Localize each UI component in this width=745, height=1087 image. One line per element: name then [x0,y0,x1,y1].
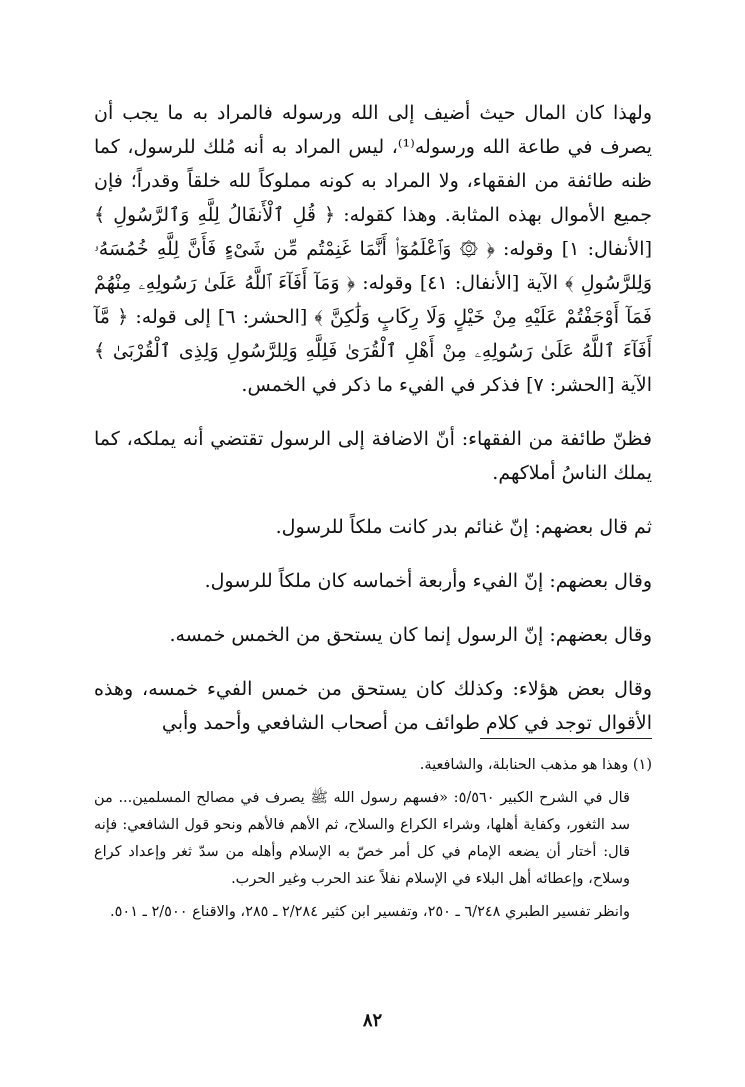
main-text [94,96,652,740]
paragraph: وقال بعضهم: إنّ الفيء وأربعة أخماسه كان ملكاً للرسول. [204,570,652,592]
footnotes [94,752,652,926]
footnote: (١) وهذا هو مذهب الحنابلة، والشافعية. [419,757,652,773]
footnote-separator [480,738,652,739]
paragraph: ثم قال بعضهم: إنّ غنائم بدر كانت ملكاً للرسول. [275,516,652,538]
paragraph: وقال بعض هؤلاء: وكذلك كان يستحق من خمس الفيء خمسه، وهذه الأقوال توجد في كلام طوائف من أصحاب الشافعي وأحمد وأبي [94,678,652,734]
paragraph: ولهذا كان المال حيث أضيف إلى الله ورسوله فالمراد به ما يجب أن يصرف في طاعة الله ورسوله⁽¹⁾، ليس المراد به أنه مُلك للرسول، كما ظنه طائفة من الفقهاء، ولا المراد به كونه مملوكاً لله خلقاً وقدراً؛ فإن جميع الأموال بهذه المثابة. وهذا كقوله: ﴿ قُلِ ٱلْأَنفَالُ لِلَّهِ وَٱلرَّسُولِ ﴾ [الأنفال: ١] وقوله: ﴿ ۞ وَٱعْلَمُوٓا۟ أَنَّمَا غَنِمْتُم مِّن شَىْءٍ فَأَنَّ لِلَّهِ خُمُسَهُۥ وَلِلرَّسُولِ ﴾ الآية [الأنفال: ٤١] وقوله: ﴿ وَمَآ أَفَآءَ ٱللَّهُ عَلَىٰ رَسُولِهِۦ مِنْهُمْ فَمَآ أَوْجَفْتُمْ عَلَيْهِ مِنْ خَيْلٍ وَلَا رِكَابٍ وَلَٰكِنَّ ﴾ [الحشر: ٦] إلى قوله: ﴿ مَّآ أَفَآءَ ٱللَّهُ عَلَىٰ رَسُولِهِۦ مِنْ أَهْلِ ٱلْقُرَىٰ فَلِلَّهِ وَلِلرَّسُولِ وَلِذِى ٱلْقُرْبَىٰ ﴾ الآية [الحشر: ٧] فذكر في الفيء ما ذكر في الخمس. [94,102,653,396]
paragraph: فظنّ طائفة من الفقهاء: أنّ الاضافة إلى الرسول تقتضي أنه يملكه، كما يملك الناسُ أملاكهم. [94,428,652,484]
footnote: وانظر تفسير الطبري ٦/٢٤٨ ـ ٢٥٠، وتفسير ابن كثير ٢/٢٨٤ ـ ٢٨٥، والاقناع ٢/٥٠٠ ـ ٥٠١. [110,904,630,920]
footnote: قال في الشرح الكبير ٥/٥٦٠: «فسهم رسول الله ﷺ يصرف في مصالح المسلمين... من سد الثغور، وكفاية أهلها، وشراء الكراع والسلاح، ثم الأهم فالأهم ونحو قول الشافعي: فإنه قال: أختار أن يضعه الإمام في كل أمر خصّ به الإسلام وأهله من سدّ ثغر وإعداد كراع وسلاح، وإعطائه أهل البلاء في الإسلام نفلاً عند الحرب وغير الحرب. [94,790,630,887]
page-number: ٨٢ [362,1010,383,1031]
paragraph: وقال بعضهم: إنّ الرسول إنما كان يستحق من الخمس خمسه. [169,624,652,646]
